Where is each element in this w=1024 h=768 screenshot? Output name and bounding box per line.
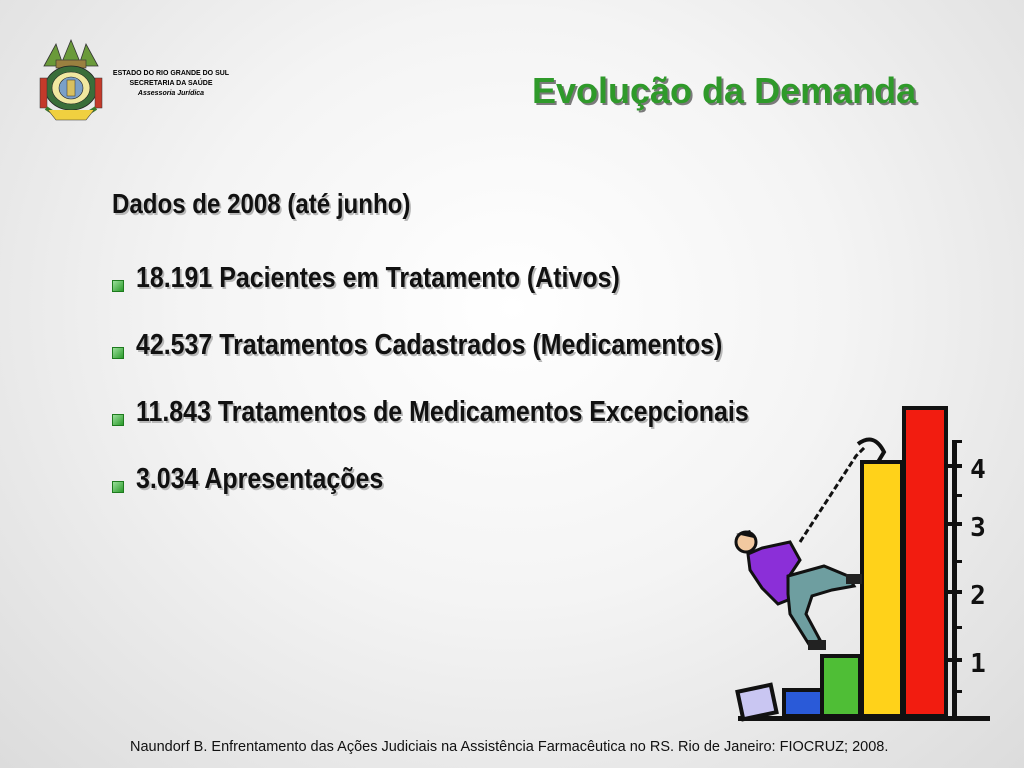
citation-text: Naundorf B. Enfrentamento das Ações Judiciais na Assistência Farmacêutica no RS. Rio de Janeiro: FIOCRUZ; 2008. <box>130 739 889 755</box>
bullet-text: 18.191 Pacientes em Tratamento (Ativos) <box>136 262 620 294</box>
bullet-square-icon <box>112 280 124 292</box>
bullet-text: 42.537 Tratamentos Cadastrados (Medicamentos) <box>136 329 723 361</box>
bullet-square-icon <box>112 414 124 426</box>
slide-title: Evolução da Demanda <box>532 70 917 111</box>
climber-bar-chart-icon <box>728 400 998 730</box>
bullet-square-icon <box>112 481 124 493</box>
section-heading: Dados de 2008 (até junho) <box>112 188 411 219</box>
scale-label-4: 4 <box>970 455 986 485</box>
list-item <box>112 329 848 396</box>
org-line-secretariat: SECRETARIA DA SAÚDE <box>129 80 213 87</box>
scale-label-3: 3 <box>970 513 986 543</box>
org-line-department: Assessoria Jurídica <box>137 90 205 97</box>
bullet-square-icon <box>112 347 124 359</box>
bullet-text: 11.843 Tratamentos de Medicamentos Excepcionais <box>136 396 749 428</box>
coat-of-arms-icon <box>36 36 106 128</box>
org-line-state: ESTADO DO RIO GRANDE DO SUL <box>112 70 230 77</box>
list-item <box>112 262 848 329</box>
scale-label-2: 2 <box>970 581 986 611</box>
scale-label-1: 1 <box>970 649 986 679</box>
organization-name <box>100 69 242 99</box>
bullet-text: 3.034 Apresentações <box>136 463 384 495</box>
